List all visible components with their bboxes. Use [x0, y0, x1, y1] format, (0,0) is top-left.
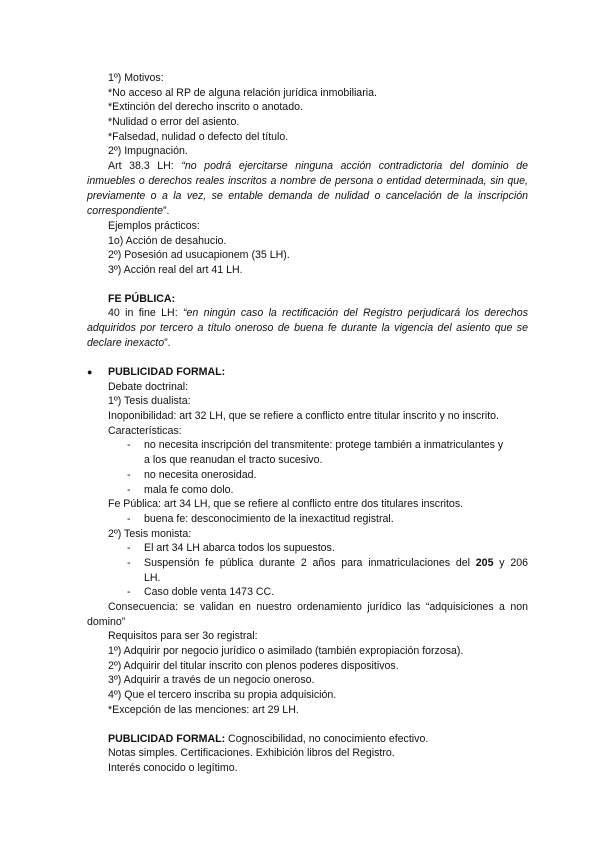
- fe-publica-paragraph-line: 40 in fine LH: “en ningún caso la rectificación del Registro perjudicará los derechos: [108, 307, 528, 319]
- dash-bullet: -: [127, 484, 131, 496]
- text-line: Características:: [108, 425, 182, 437]
- text-line: 3º) Adquirir a través de un negocio oneroso.: [108, 674, 315, 686]
- text-line: *Extinción del derecho inscrito o anotado.: [108, 101, 303, 113]
- ejemplos-heading: Ejemplos prácticos:: [108, 220, 200, 232]
- dash-bullet: -: [127, 513, 131, 525]
- requisitos-heading: Requisitos para ser 3o registral:: [108, 630, 258, 642]
- text-line: 1º) Tesis dualista:: [108, 395, 191, 407]
- dash-bullet: -: [127, 586, 131, 598]
- list-item: buena fe: desconocimiento de la inexactitud registral.: [144, 513, 394, 525]
- publicidad-formal-final-line: PUBLICIDAD FORMAL: Cognoscibilidad, no conocimiento efectivo.: [108, 733, 429, 745]
- text-line: Fe Pública: art 34 LH, que se refiere al conflicto entre dos titulares inscritos.: [108, 498, 464, 510]
- list-item: Caso doble venta 1473 CC.: [144, 586, 275, 598]
- text-line: *Excepción de las menciones: art 29 LH.: [108, 704, 299, 716]
- text-line: 4º) Que el tercero inscriba su propia adquisición.: [108, 689, 337, 701]
- text-line: Debate doctrinal:: [108, 381, 189, 393]
- text-line: 2º) Adquirir del titular inscrito con plenos poderes dispositivos.: [108, 660, 399, 672]
- consecuencia-line: domino”: [87, 616, 126, 628]
- text-line: 1º) Adquirir por negocio jurídico o asimilado (también expropiación forzosa).: [108, 645, 464, 657]
- dash-bullet: -: [127, 557, 131, 569]
- list-item: LH.: [144, 572, 161, 584]
- text-line: Interés conocido o legítimo.: [108, 762, 238, 774]
- text-line: *Nulidad o error del asiento.: [108, 116, 240, 128]
- text-line: 2º) Impugnación.: [108, 145, 188, 157]
- fe-publica-paragraph-line: declare inexacto”.: [87, 337, 171, 349]
- art-38-paragraph-line: previamente o a la vez, se entable demanda de nulidad o cancelación de la inscripción: [87, 190, 528, 202]
- dash-bullet: -: [127, 469, 131, 481]
- list-item: no necesita inscripción del transmitente: protege también a inmatriculantes y: [144, 439, 504, 451]
- art-38-paragraph-line: correspondiente”.: [87, 205, 170, 217]
- text-line: *No acceso al RP de alguna relación jurídica inmobiliaria.: [108, 87, 377, 99]
- art-38-paragraph-line: Art 38.3 LH: “no podrá ejercitarse ninguna acción contradictoria del dominio de: [108, 160, 528, 172]
- list-item: El art 34 LH abarca todos los supuestos.: [144, 542, 335, 554]
- list-item: mala fe como dolo.: [144, 484, 234, 496]
- dash-bullet: -: [127, 542, 131, 554]
- list-item: Suspensión fe pública durante 2 años para inmatriculaciones del 205 y 206: [144, 557, 529, 569]
- fe-publica-paragraph-line: adquiridos por tercero a título oneroso de buena fe durante la vigencia del asiento que se: [87, 322, 528, 334]
- text-line: *Falsedad, nulidad o defecto del título.: [108, 131, 289, 143]
- text-line: 3º) Acción real del art 41 LH.: [108, 264, 243, 276]
- text-line: 2º) Posesión ad usucapionem (35 LH).: [108, 249, 290, 261]
- text-line: 1o) Acción de desahucio.: [108, 235, 227, 247]
- publicidad-formal-heading: PUBLICIDAD FORMAL:: [108, 366, 226, 378]
- list-item: no necesita onerosidad.: [144, 469, 257, 481]
- bullet-icon: ●: [87, 367, 93, 377]
- text-line: 2º) Tesis monista:: [108, 528, 192, 540]
- fe-publica-heading: FE PÚBLICA:: [108, 293, 176, 305]
- art-38-paragraph-line: inmuebles o derechos reales inscritos a nombre de persona o entidad determinada, sin que,: [87, 175, 528, 187]
- list-item: a los que reanudan el tracto sucesivo.: [144, 454, 323, 466]
- consecuencia-line: Consecuencia: se validan en nuestro ordenamiento jurídico las “adquisiciones a non: [108, 601, 528, 613]
- motivos-heading: 1º) Motivos:: [108, 72, 164, 84]
- dash-bullet: -: [127, 439, 131, 451]
- text-line: Notas simples. Certificaciones. Exhibición libros del Registro.: [108, 747, 395, 759]
- text-line: Inoponibilidad: art 32 LH, que se refiere a conflicto entre titular inscrito y no inscrito.: [108, 410, 499, 422]
